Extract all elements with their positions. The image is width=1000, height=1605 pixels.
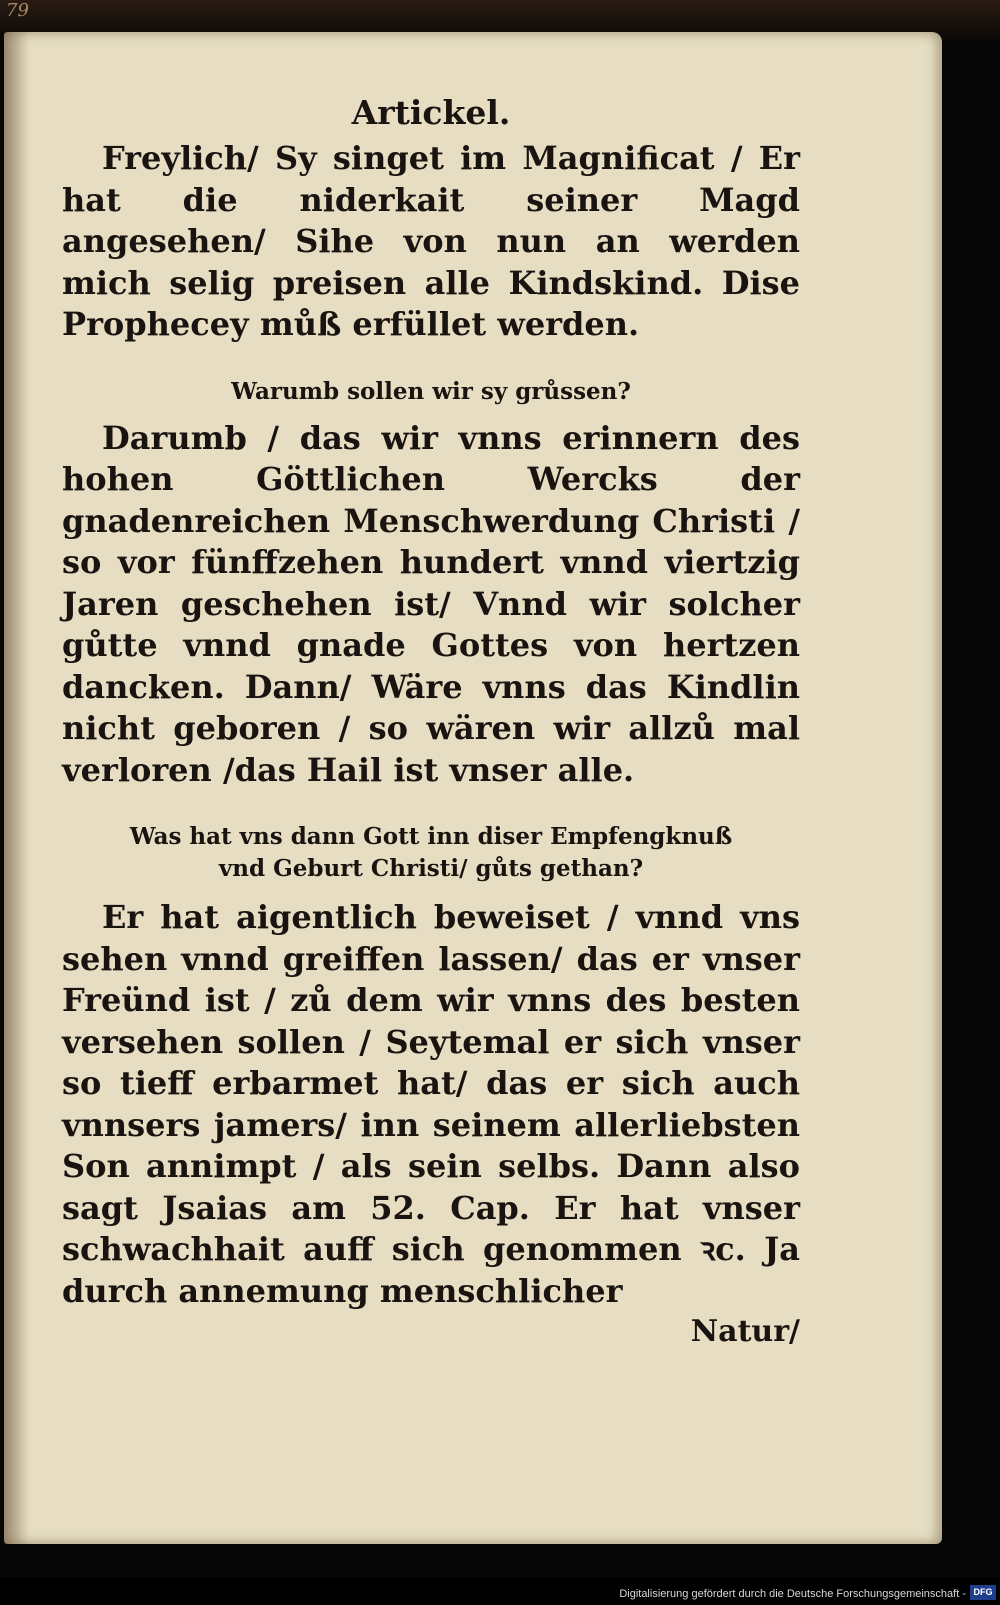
question-heading-2: Was hat vns dann Gott inn diser Empfengknuß vnd Geburt Christi/ gůts gethan? <box>129 823 733 882</box>
dfg-logo-icon: DFG <box>970 1585 996 1600</box>
paragraph-answer-1: Freylich/ Sy singet im Magnificat / Er hat die niderkait seiner Magd angesehen/ Sihe von nun an werden mich selig preisen alle Kindskind. Dise Prophecey můß erfüllet werden. <box>62 139 800 343</box>
paragraph-answer-3: Er hat aigentlich beweiset / vnnd vns sehen vnnd greiffen lassen/ das er vnser Freünd ist / zů dem wir vnns des besten versehen sollen / Seytemal er sich vnser so tieff erbarmet hat/ das er sich auch vnnsers jamers/ inn seinem allerliebsten Son annimpt / als sein selbs. Dann also sagt Jsaias am 52. Cap. Er hat vnser schwachhait auff sich genommen ꝛc. Ja durch annemung menschlicher <box>62 898 800 1310</box>
text-block <box>62 90 800 1352</box>
catchword: Natur/ <box>690 1314 800 1349</box>
paragraph-answer-2: Darumb / das wir vnns erinnern des hohen Göttlichen Wercks der gnadenreichen Menschwerdung Christi / so vor fünffzehen hundert vnnd viertzig Jaren geschehen ist/ Vnnd wir solcher gůtte vnnd gnade Gottes von hertzen dancken. Dann/ Wäre vnns das Kindlin nicht geboren / so wären wir allzů mal verloren /das Hail ist vnser alle. <box>62 418 800 789</box>
digitization-credit: Digitalisierung gefördert durch die Deutsche Forschungsgemeinschaft - <box>619 1588 966 1600</box>
previous-folio-number: 79 <box>6 0 29 21</box>
question-heading-1: Warumb sollen wir sy grůssen? <box>231 377 631 405</box>
binding-shadow <box>4 32 30 1544</box>
running-head: Artickel. <box>351 93 511 132</box>
